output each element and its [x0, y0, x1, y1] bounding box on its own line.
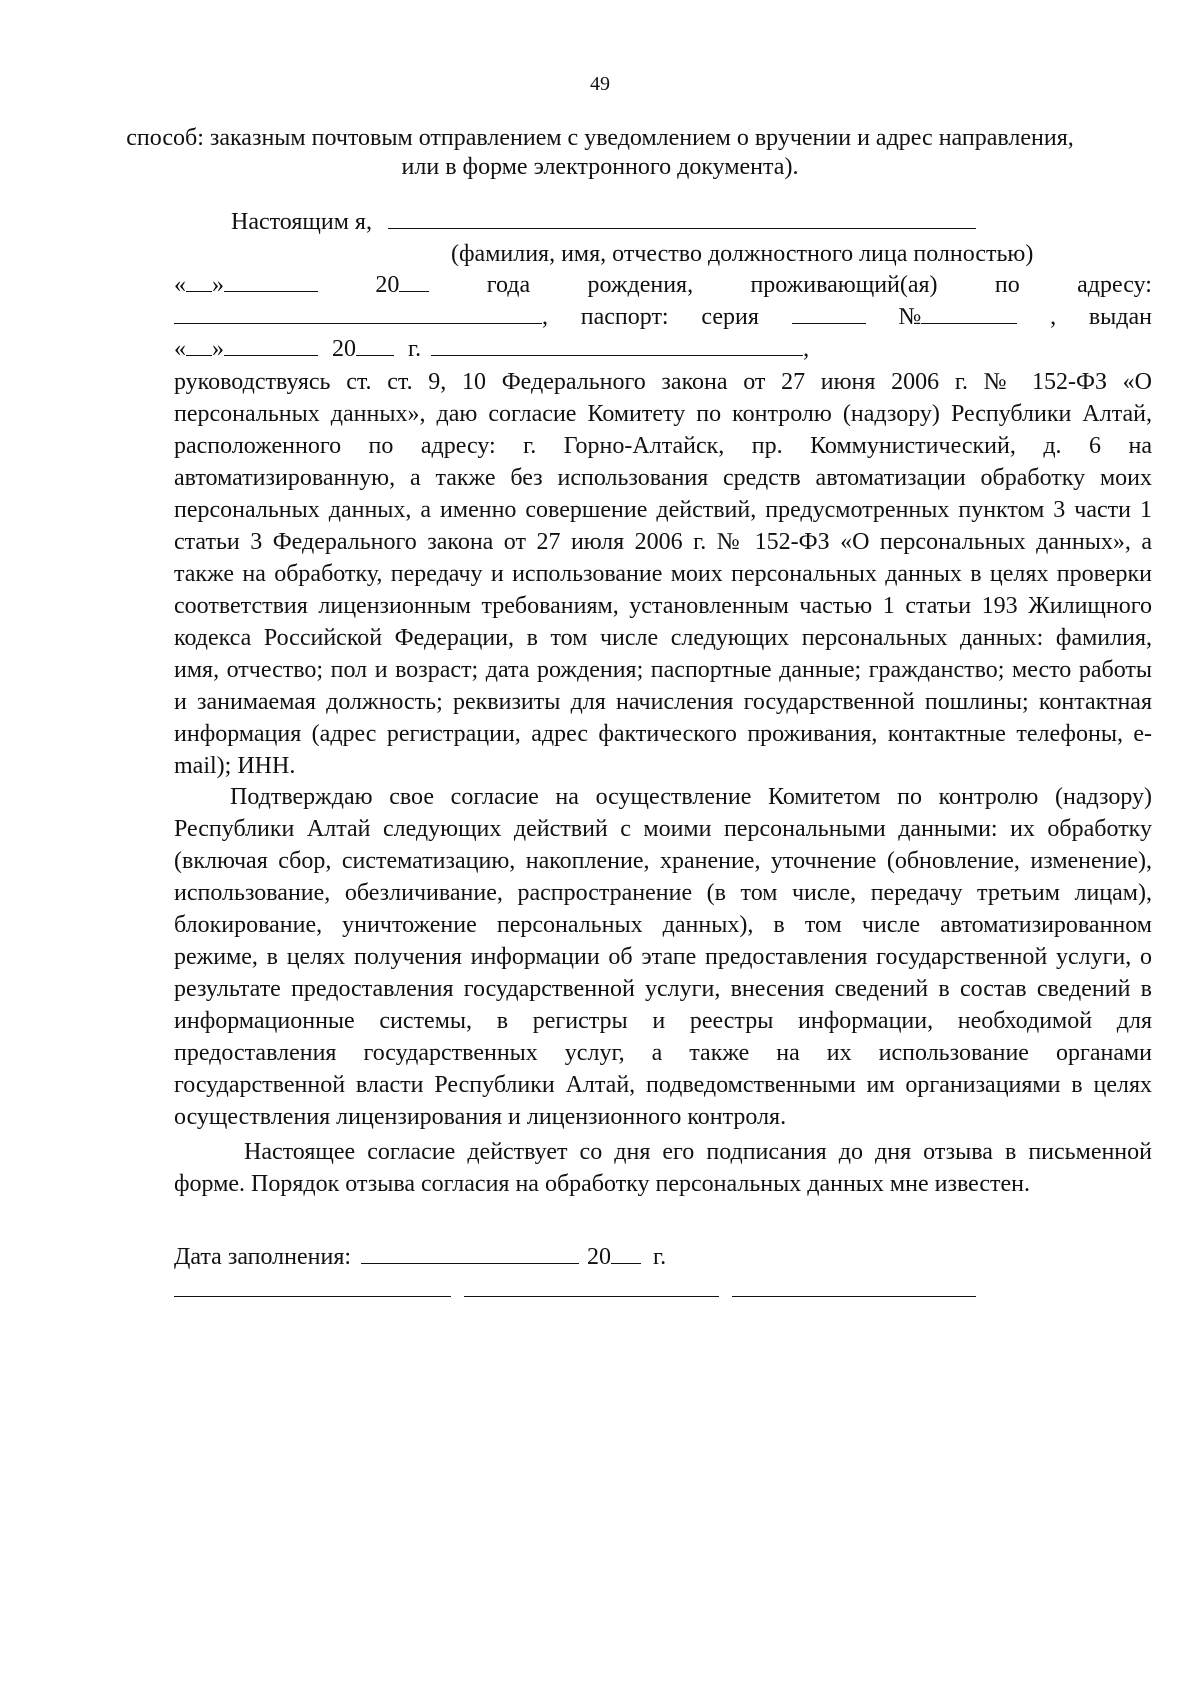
form-line-issued: « » 20 г. , — [174, 336, 810, 362]
passport-number-field[interactable] — [921, 305, 1017, 324]
birth-day-field[interactable] — [186, 273, 212, 292]
po-label: по — [994, 272, 1020, 298]
fill-date-line: Дата заполнения: 20 г. — [174, 1244, 667, 1270]
adresu-label: адресу: — [1077, 272, 1152, 298]
prozhivayushchiy-label: проживающий(ая) — [750, 272, 938, 298]
consent-paragraph-1: руководствуясь ст. ст. 9, 10 Федерального закона от 27 июня 2006 г. № 152-ФЗ «О персональных данных», даю согласие Комитету по контролю (надзору) Республики Алтай, расположенного по адресу: г. Горно-Алтайск, пр. Коммунистический, д. 6 на автоматизированную, а также без использования средств автоматизации обработку моих персональных данных, а именно совершение действий, предусмотренных пунктом 3 части 1 статьи 3 Федерального закона от 27 июля 2006 г. № 152-ФЗ «О персональных данных», а также на обработку, передачу и использование моих персональных данных в целях проверки соответствия лицензионным требованиям, установленным частью 1 статьи 193 Жилищного кодекса Российской Федерации, в том числе следующих персональных данных: фамилия, имя, отчество; пол и возраст; дата рождения; паспортные данные; гражданство; место работы и занимаемая должность; реквизиты для начисления государственной пошлины; контактная информация (адрес регистрации, адрес фактического проживания, контактные телефоны, e- mail); ИНН. — [174, 369, 1152, 779]
fio-caption: (фамилия, имя, отчество должностного лица полностью) — [451, 241, 1034, 267]
rozhdeniya-label: рождения, — [587, 272, 694, 298]
form-line-birthdate — [174, 273, 1152, 297]
form-line-passport: , паспорт: серия № , выдан — [174, 305, 1152, 329]
signature-line-3[interactable] — [732, 1296, 976, 1297]
form-line-name — [231, 210, 976, 234]
issued-by-field[interactable] — [431, 337, 803, 356]
fill-year-field[interactable] — [611, 1245, 641, 1264]
address-group: , — [174, 305, 548, 329]
address-field[interactable] — [174, 305, 542, 324]
fill-date-label: Дата заполнения: — [174, 1244, 352, 1270]
issue-year-field[interactable] — [356, 337, 394, 356]
birth-month-field[interactable] — [224, 273, 318, 292]
seriya-label: серия — [701, 304, 759, 330]
signature-line-2[interactable] — [464, 1296, 719, 1297]
passport-number-group: № — [898, 305, 1017, 329]
passport-series-field[interactable] — [792, 305, 866, 324]
consent-paragraph-3: Настоящее согласие действует со дня его подписания до дня отзыва в письменной форме. Порядок отзыва согласия на обработку персональных данных мне известен. — [174, 1139, 1152, 1197]
consent-paragraph-2: Подтверждаю свое согласие на осуществление Комитетом по контролю (надзору) Республики Алтай следующих действий с моими персональными данными: их обработку (включая сбор, систематизацию, накопление, хранение, уточнение (обновление, изменение), использование, обезличивание, распространение (в том числе, передачу третьим лицам), блокирование, уничтожение персональных данных), в том числе автоматизированном режиме, в целях получения информации об этапе предоставления государственной услуги, о результате предоставления государственной услуги, внесения сведений в состав сведений в информационные системы, в регистры и реестры информации, необходимой для предоставления государственных услуг, а также на их использование органами государственной власти Республики Алтай, подведомственными им организациями в целях осуществления лицензирования и лицензионного контроля. — [174, 784, 1152, 1130]
issue-month-field[interactable] — [224, 337, 318, 356]
intro-line-2: или в форме электронного документа). — [401, 154, 799, 180]
fill-date-field[interactable] — [361, 1245, 579, 1264]
goda-label: года — [486, 272, 531, 298]
name-field[interactable] — [388, 210, 976, 229]
nastoyashchim-label: Настоящим я, — [231, 209, 372, 235]
signature-line-1[interactable] — [174, 1296, 451, 1297]
page-number: 49 — [590, 73, 610, 95]
intro-line-1: способ: заказным почтовым отправлением с уведомлением о вручении и адрес направления, — [126, 125, 1074, 151]
vydan-label: выдан — [1088, 304, 1152, 330]
birth-year-group: 20 — [375, 273, 429, 297]
birth-year-field[interactable] — [399, 273, 429, 292]
pasport-label: паспорт: — [580, 304, 669, 330]
issue-day-field[interactable] — [186, 337, 212, 356]
birth-date-group: « » — [174, 273, 318, 297]
